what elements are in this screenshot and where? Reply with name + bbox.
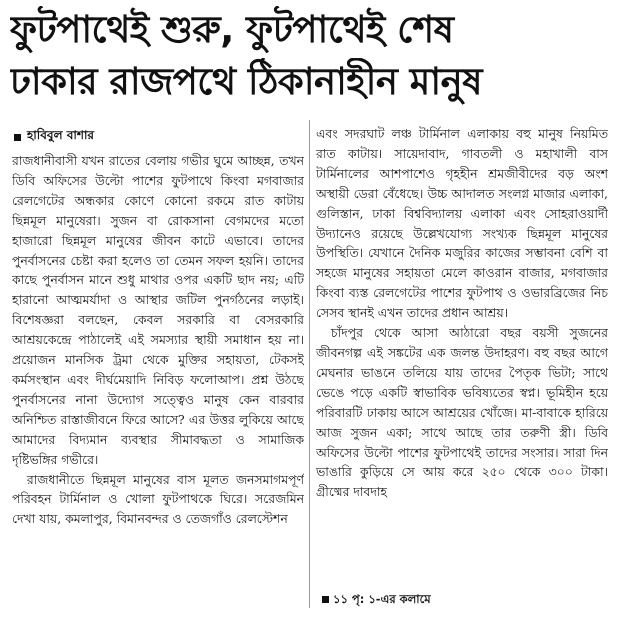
article-paragraph: চাঁদপুর থেকে আসা আঠারো বছর বয়সী সুজনের জীবনগল্প এই সঙ্কটের এক জলন্ত উদাহরণ। বহু বছর আগে মেঘনার ভাঙনে তলিয়ে যায় তাদের পৈতৃক ভিটা; সাথে ভেঙে পড়ে একটি স্বাভাবিক ভবিষ্যতের স্বপ্ন। ভূমিহীন হয়ে পরিবারটি ঢাকায় আসে আশ্রয়ের খোঁজে। মা-বাবাকে হারিয়ে আজ সুজন একা; সাথে আছে তার তরুণী স্ত্রী। ডিবি অফিসের উল্টো পাশের ফুটপাথেই তাদের সংসার। সারা দিন ভাঙারি কুড়িয়ে সে আয় করে ২৫০ থেকে ৩০০ টাকা। গ্রীষ্মের দাবদাহ <box>316 325 608 500</box>
article-column-right <box>316 124 608 609</box>
continuation-reference: ১১ পৃ: ১-এর কলামে <box>333 592 431 606</box>
article-paragraph: রাজধানীবাসী যখন রাতের বেলায় গভীর ঘুমে আচ্ছন্ন, তখন ডিবি অফিসের উল্টো পাশের ফুটপাথে কিংবা মগবাজার রেলগেটের অন্ধকার কোণে কোনো রকমে রাত কাটায় ছিন্নমূল মানুষেরা। সুজন বা রোকসানা বেগমদের মতো হাজারো ছিন্নমূল মানুষের জীবন কাটে এভাবে। তাদের পুনর্বাসনের চেষ্টা করা হলেও তা তেমন সফল হয়নি। তাদের কাছে পুনর্বাসন মানে শুধু মাথার ওপর একটি ছাদ নয়; এটি হারানো আত্মমর্যাদা ও আস্থার জটিল পুনর্গঠনের লড়াই। বিশেষজ্ঞরা বলছেন, কেবল সরকারি বা বেসরকারি আশ্রয়কেন্দ্রে পাঠালেই এই সমস্যার স্থায়ী সমাধান হয় না। প্রয়োজন মানসিক ট্রমা থেকে মুক্তির সহায়তা, টেকসই কর্মসংস্থান এবং দীর্ঘমেয়াদি নিবিড় ফলোআপ। প্রশ্ন উঠছে পুনর্বাসনের নানা উদ্যোগ সত্ত্বেও মানুষ কেন বারবার অনিশ্চিত রাস্তাজীবনে ফিরে আসে? এর উত্তর লুকিয়ে আছে আমাদের বিদ্যমান ব্যবস্থার সীমাবদ্ধতা ও সামাজিক দৃষ্টিভঙ্গির গভীরে। <box>12 153 304 467</box>
article-column-left <box>12 151 304 609</box>
continuation-marker-icon <box>322 596 329 603</box>
column-divider <box>309 120 310 608</box>
byline-author: হাবিবুল বাশার <box>27 128 95 142</box>
continuation-note <box>316 590 608 609</box>
byline <box>14 127 94 147</box>
headline-line-2: ঢাকার রাজপথে ঠিকানাহীন মানুষ <box>10 60 483 103</box>
article-paragraph: রাজধানীতে ছিন্নমূল মানুষের বাস মূলত জনসমাগমপূর্ণ পরিবহন টার্মিনাল ও খোলা ফুটপাথকে ঘিরে। সরেজমিন দেখা যায়, কমলাপুর, বিমানবন্দর ও তেজগাঁও রেলস্টেশন <box>12 471 304 527</box>
headline-line-1: ফুটপাথেই শুরু, ফুটপাথেই শেষ <box>10 8 454 51</box>
byline-marker-icon <box>14 134 21 141</box>
article-paragraph: এবং সদরঘাট লঞ্চ টার্মিনাল এলাকায় বহু মানুষ নিয়মিত রাত কাটায়। সায়েদাবাদ, গাবতলী ও মহাখালী বাস টার্মিনালের আশপাশেও গৃহহীন শ্রমজীবীদের বড় অংশ অস্থায়ী ডেরা বেঁধেছে। উচ্চ আদালত সংলগ্ন মাজার এলাকা, গুলিস্তান, ঢাকা বিশ্ববিদ্যালয় এলাকা এবং সোহরাওয়ার্দী উদ্যানেও রয়েছে উল্লেখযোগ্য সংখ্যক ছিন্নমূল মানুষের উপস্থিতি। যেখানে দৈনিক মজুরির কাজের সম্ভাবনা বেশি বা সহজে মানুষের সহায়তা মেলে কাওরান বাজার, মগবাজার কিংবা ব্যস্ত রেলগেটের পাশের ফুটপাথ ও ওভারব্রিজের নিচ সেসব স্থানই এখন তাদের প্রধান আশ্রয়। <box>316 126 608 321</box>
